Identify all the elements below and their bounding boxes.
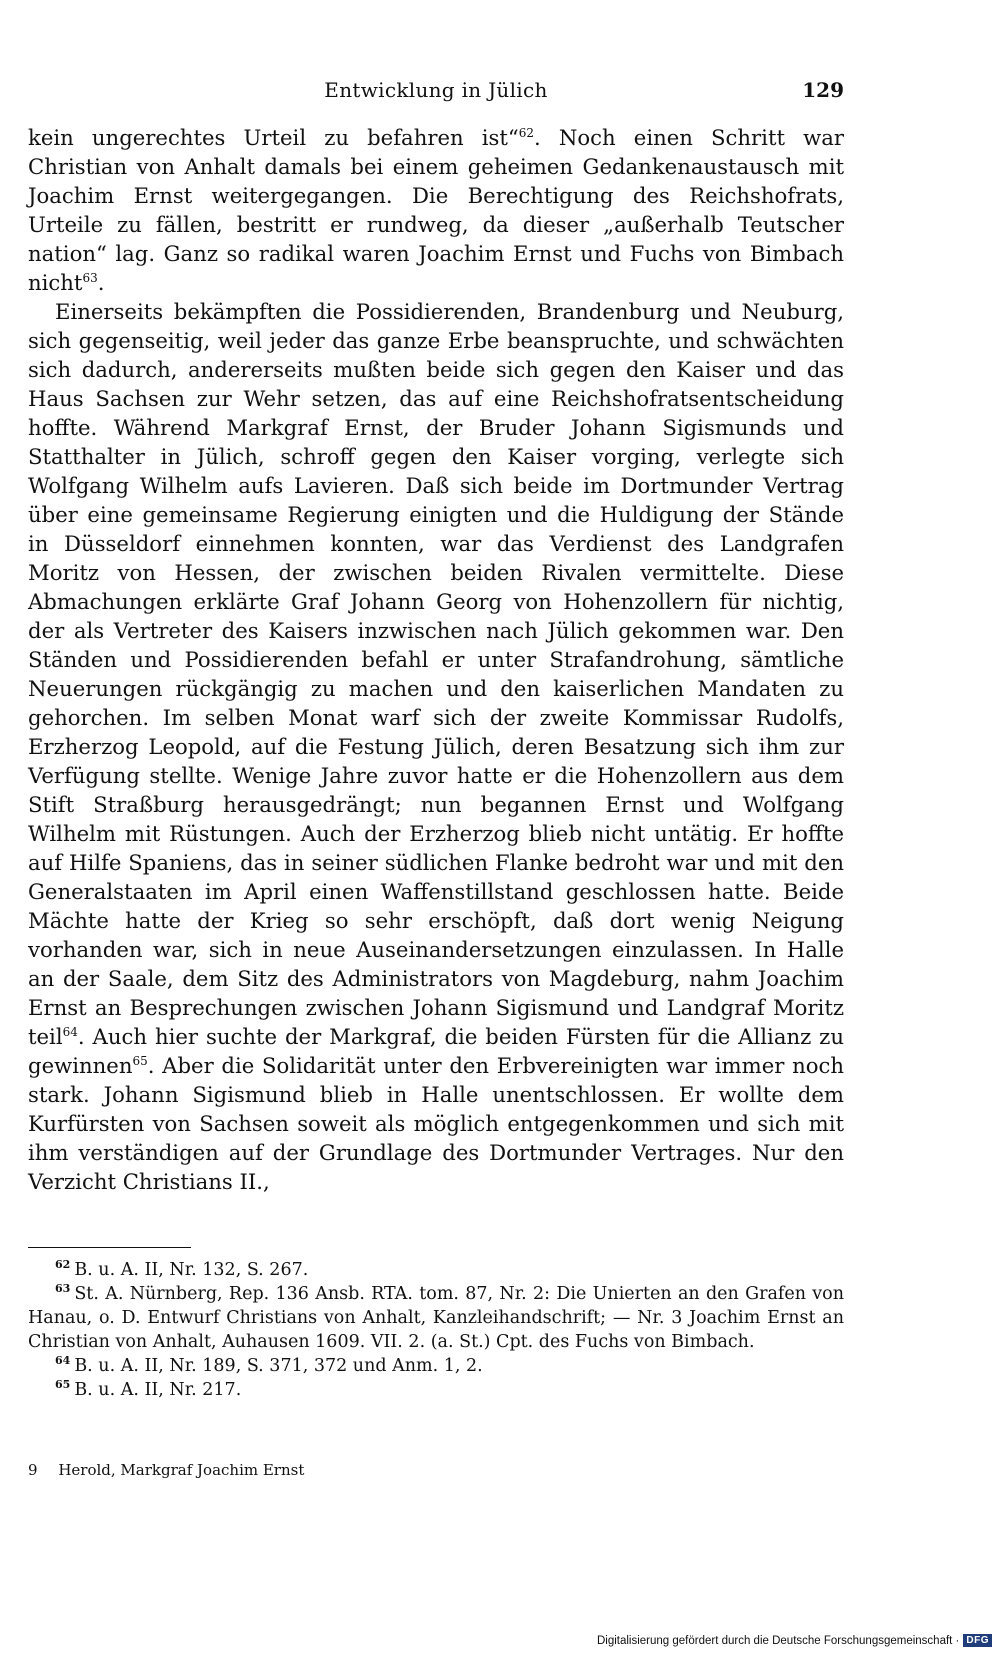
signature-number: 9 bbox=[28, 1461, 38, 1479]
paragraph-text: Einerseits bekämpften die Possidierenden, Brandenburg und Neuburg, sich gegenseitig, weil jeder das ganze Erbe beanspruchte, und schwächten sich dadurch, andererseits mußten beide sich gegen den Kaiser und das Haus Sachsen zur Wehr setzen, das auf eine Reichshofratsentscheidung hoffte. Während Markgraf Ernst, der Bruder Johann Sigismunds und Statthalter in Jülich, schroff gegen den Kaiser vorging, verlegte sich Wolfgang Wilhelm aufs Lavieren. Daß sich beide im Dortmunder Vertrag über eine gemeinsame Regierung einigten und die Huldigung der Stände in Düsseldorf einnehmen konnten, war das Verdienst des Landgrafen Moritz von Hessen, der zwischen beiden Rivalen vermittelte. Diese Abmachungen erklärte Graf Johann Georg von Hohenzollern für nichtig, der als Vertreter des Kaisers inzwischen nach Jülich gekommen war. Den Ständen und Possidierenden befahl er unter Strafandrohung, sämtliche Neuerungen rückgängig zu machen und den kaiserlichen Mandaten zu gehorchen. Im selben Monat warf sich der zweite Kommissar Rudolfs, Erzherzog Leopold, auf die Festung Jülich, deren Besatzung sich ihm zur Verfügung stellte. Wenige Jahre zuvor hatte er die Hohenzollern aus dem Stift Straßburg herausgedrängt; nun begannen Ernst und Wolfgang Wilhelm mit Rüstungen. Auch der Erzherzog blieb nicht untätig. Er hoffte auf Hilfe Spaniens, das in seiner südlichen Flanke bedroht war und mit den Generalstaaten im April einen Waffenstillstand geschlossen hatte. Beide Mächte hatte der Krieg so sehr erschöpft, daß dort wenig Neigung vorhanden war, sich in neue Auseinandersetzungen einzulassen. In Halle an der Saale, dem Sitz des Administrators von Magdeburg, nahm Joachim Ernst an Besprechungen zwischen Johann Sigismund und Landgraf Moritz teil bbox=[28, 299, 844, 1049]
paragraph-text: . bbox=[97, 270, 105, 295]
footnote-number: 62 bbox=[55, 1258, 71, 1272]
funding-text: Digitalisierung gefördert durch die Deutsche Forschungsgemeinschaft · bbox=[596, 1634, 960, 1647]
paragraph-text: kein ungerechtes Urteil zu befahren ist“ bbox=[28, 125, 519, 150]
footnote bbox=[28, 1258, 844, 1282]
page-number: 129 bbox=[802, 78, 844, 102]
printer-signature bbox=[28, 1461, 304, 1479]
footnote bbox=[28, 1354, 844, 1378]
footnote-reference: 65 bbox=[132, 1053, 148, 1068]
footnote bbox=[28, 1378, 844, 1402]
footnote-number: 63 bbox=[55, 1282, 71, 1296]
paragraph-text: . Auch hier suchte der Markgraf, die beiden Fürsten für die Allianz zu gewinnen bbox=[28, 1024, 844, 1078]
footnotes-section bbox=[28, 1258, 844, 1402]
main-text bbox=[28, 123, 844, 1196]
signature-text: Herold, Markgraf Joachim Ernst bbox=[58, 1461, 305, 1479]
body-paragraph bbox=[28, 297, 844, 1196]
footnote-text: B. u. A. II, Nr. 132, S. 267. bbox=[74, 1260, 309, 1280]
footnote-number: 64 bbox=[55, 1354, 71, 1368]
dfg-logo-icon: DFG bbox=[963, 1634, 992, 1647]
body-paragraph bbox=[28, 123, 844, 297]
paragraph-text: . Aber die Solidarität unter den Erbvereinigten war immer noch stark. Johann Sigismund blieb in Halle unentschlossen. Er wollte dem Kurfürsten von Sachsen soweit als möglich entgegenkommen und sich mit ihm verständigen auf der Grundlage des Dortmunder Vertrages. Nur den Verzicht Christians II., bbox=[28, 1053, 844, 1194]
footnote-text: St. A. Nürnberg, Rep. 136 Ansb. RTA. tom. 87, Nr. 2: Die Unierten an den Grafen von Hanau, o. D. Entwurf Christians von Anhalt, Kanzleihandschrift; — Nr. 3 Joachim Ernst an Christian von Anhalt, Auhausen 1609. VII. 2. (a. St.) Cpt. des Fuchs von Bimbach. bbox=[28, 1284, 844, 1352]
footnote-number: 65 bbox=[55, 1378, 71, 1392]
footnote bbox=[28, 1282, 844, 1354]
footnote-text: B. u. A. II, Nr. 189, S. 371, 372 und Anm. 1, 2. bbox=[74, 1356, 483, 1376]
footnote-reference: 63 bbox=[82, 270, 98, 285]
footnote-reference: 64 bbox=[62, 1024, 78, 1039]
footnote-divider bbox=[28, 1247, 191, 1248]
paragraph-text: . Noch einen Schritt war Christian von Anhalt damals bei einem geheimen Gedankenaustausch mit Joachim Ernst weitergegangen. Die Berechtigung des Reichshofrats, Urteile zu fällen, bestritt er rundweg, da dieser „außerhalb Teutscher nation“ lag. Ganz so radikal waren Joachim Ernst und Fuchs von Bimbach nicht bbox=[28, 125, 844, 295]
funding-note bbox=[597, 1634, 992, 1647]
footnote-text: B. u. A. II, Nr. 217. bbox=[74, 1380, 242, 1400]
footnote-reference: 62 bbox=[518, 125, 535, 140]
running-title: Entwicklung in Jülich bbox=[324, 78, 548, 102]
page-header bbox=[28, 78, 844, 110]
